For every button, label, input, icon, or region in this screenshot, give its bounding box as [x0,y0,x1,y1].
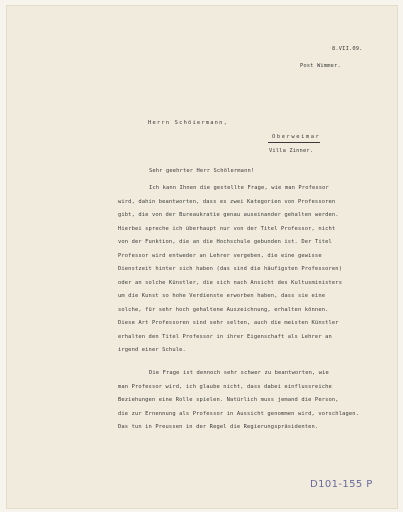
letter-place: Post Wimmer. [300,63,341,69]
body-line: man Professor wird, ich glaube nicht, dass dabei einflussreiche [118,384,332,390]
body-line: solche, für sehr hoch gehaltene Auszeichnung, erhalten können. [118,307,329,313]
body-line: Hierbei spreche ich überhaupt nur von der Titel Professor, nicht [118,226,336,232]
body-line: irgend einer Schule. [118,347,186,353]
body-line: Professor wird entweder an Lehrer vergeben, die eine gewisse [118,253,322,259]
letter-date: 8.VII.09. [332,46,363,52]
body-line: um die Kunst so hohe Verdienste erworben haben, dass sie eine [118,293,326,299]
city-underline [268,142,320,143]
recipient-city: Oberweimar [272,134,321,140]
recipient-villa: Villa Zinner. [269,148,314,154]
body-line: Das tun in Preussen in der Regel die Regierungspräsidenten. [118,424,319,430]
body-line: erhalten den Titel Professor in ihrer Eigenschaft als Lehrer an [118,334,332,340]
body-line: oder an solche Künstler, die sich nach Ansicht des Kultusministers [118,280,343,286]
body-line: von der Funktion, die an die Hochschule gebunden ist. Der Titel [118,239,332,245]
body-line: Dienstzeit hinter sich haben (das sind die häufigsten Professoren) [118,266,343,272]
body-line: wird, dahin beantworten, dass es zwei Kategorien von Professoren [118,199,336,205]
body-line: gibt, die von der Bureaukratie genau auseinander gehalten werden. [118,212,339,218]
body-line: die zur Ernennung als Professor in Aussicht genommen wird, vorschlagen. [118,411,360,417]
body-line: Diese Art Professoren sind sehr selten, auch die meisten Künstler [118,320,339,326]
body-line: Beziehungen eine Rolle spielen. Natürlich muss jemand die Person, [118,397,339,403]
recipient-name: Herrn Schöiermann, [148,120,229,126]
archive-handwritten-mark: D101-155 P [310,479,373,490]
body-line: Ich kann Ihnen die gestellte Frage, wie man Professor [149,185,329,191]
body-line: Die Frage ist dennoch sehr schwer zu beantworten, wie [149,370,329,376]
letter-greeting: Sehr geehrter Herr Schölermann! [149,168,255,174]
